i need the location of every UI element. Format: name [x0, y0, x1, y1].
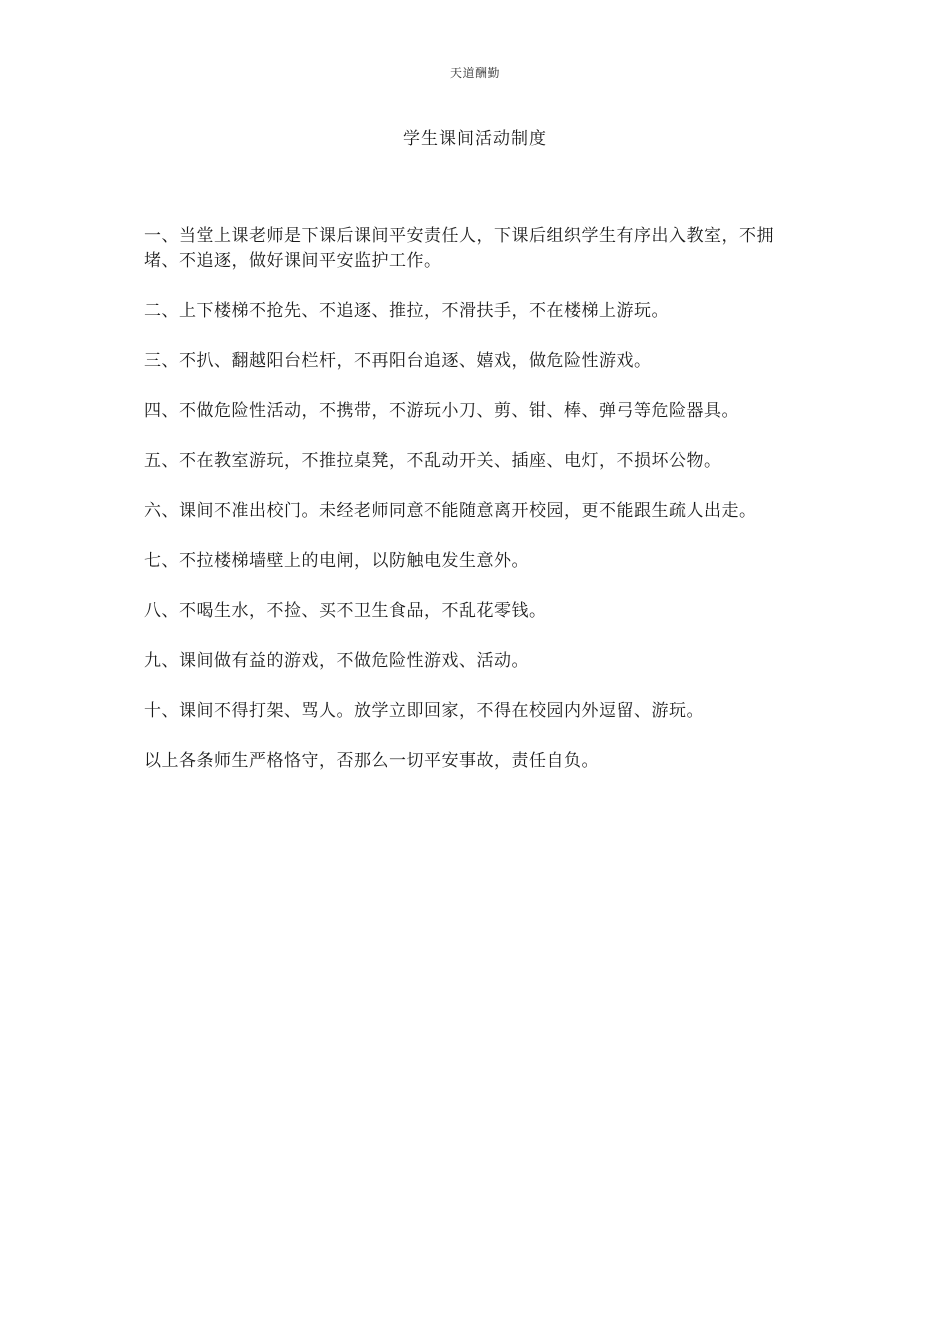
rule-4: 四、不做危险性活动，不携带，不游玩小刀、剪、钳、棒、弹弓等危险器具。: [144, 401, 739, 421]
rule-9: 九、课间做有益的游戏，不做危险性游戏、活动。: [144, 651, 529, 671]
rule-8: 八、不喝生水，不捡、买不卫生食品，不乱花零钱。: [144, 601, 547, 621]
rule-7: 七、不拉楼梯墙壁上的电闸，以防触电发生意外。: [144, 551, 529, 571]
document-body: [144, 224, 794, 799]
rule-3: 三、不扒、翻越阳台栏杆，不再阳台追逐、嬉戏，做危险性游戏。: [144, 351, 652, 371]
rule-1: 一、当堂上课老师是下课后课间平安责任人，下课后组织学生有序出入教室，不拥堵、不追逐，做好课间平安监护工作。: [144, 226, 774, 271]
closing-statement: 以上各条师生严格恪守，否那么一切平安事故，责任自负。: [144, 751, 599, 771]
rule-10: 十、课间不得打架、骂人。放学立即回家，不得在校园内外逗留、游玩。: [144, 701, 704, 721]
rule-2: 二、上下楼梯不抢先、不追逐、推拉，不滑扶手，不在楼梯上游玩。: [144, 301, 669, 321]
page-header: 天道酬勤: [449, 66, 500, 80]
rule-5: 五、不在教室游玩，不推拉桌凳，不乱动开关、插座、电灯，不损坏公物。: [144, 451, 722, 471]
rule-6: 六、课间不准出校门。未经老师同意不能随意离开校园，更不能跟生疏人出走。: [144, 501, 757, 521]
document-title: 学生课间活动制度: [403, 129, 547, 149]
